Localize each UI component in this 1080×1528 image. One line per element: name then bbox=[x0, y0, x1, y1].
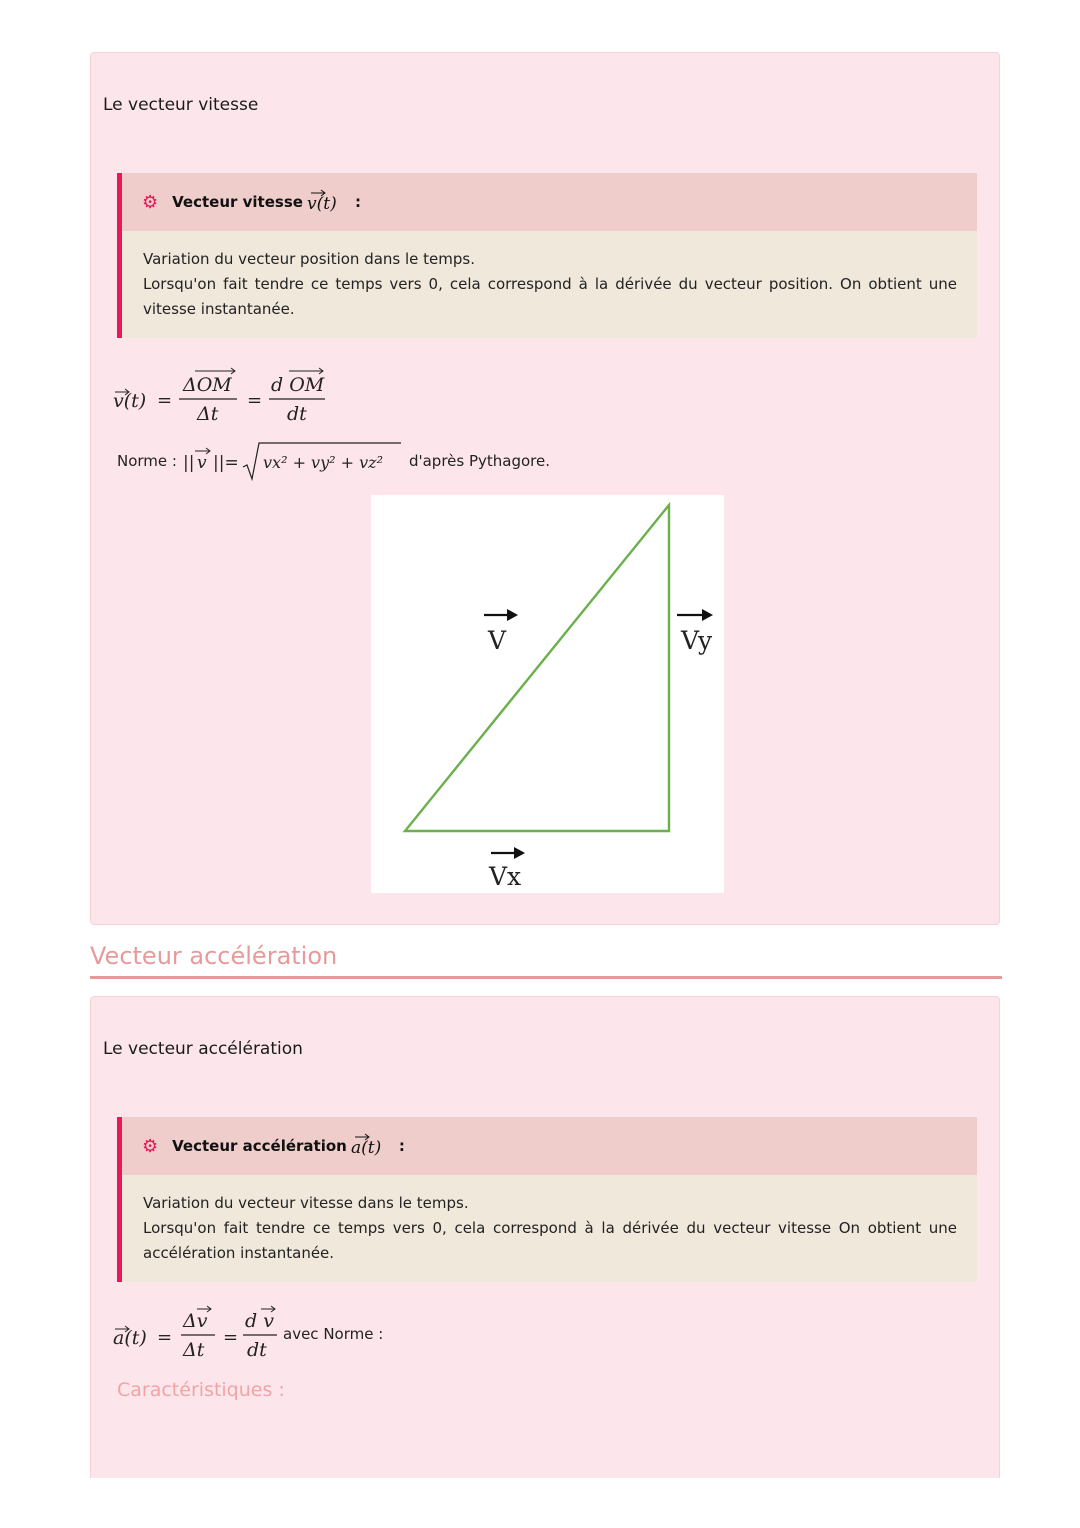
velocity-triangle-diagram bbox=[371, 495, 724, 893]
norm-expression bbox=[179, 437, 407, 485]
svg-text:=: = bbox=[223, 1327, 239, 1348]
norm-label: Norme : bbox=[117, 452, 177, 470]
acceleration-norm-label: avec Norme : bbox=[283, 1325, 384, 1343]
equals-sign-2: = bbox=[247, 390, 263, 411]
label-v: V bbox=[488, 626, 507, 655]
vector-symbol-a bbox=[351, 1131, 395, 1157]
definition-label: Vecteur accélération bbox=[172, 1137, 347, 1155]
arrow-v-head bbox=[507, 609, 518, 621]
definition-line-2: Lorsqu'on fait tendre ce temps vers 0, cela correspond à la dérivée du vecteur vitesse On obtient une accélération instantanée. bbox=[143, 1219, 957, 1262]
velocity-lhs: v(t) bbox=[113, 390, 147, 412]
definition-symbol-text: a(t) bbox=[350, 1137, 382, 1157]
definition-line-2: Lorsqu'on fait tendre ce temps vers 0, cela correspond à la dérivée du vecteur position. On obtient une vitesse instantanée. bbox=[143, 275, 957, 318]
acc-frac1-denominator: Δt bbox=[183, 1339, 205, 1361]
acc-frac2-numerator: d v bbox=[245, 1310, 274, 1332]
subheading-characteristics: Caractéristiques : bbox=[117, 1379, 285, 1401]
definition-body bbox=[122, 1175, 977, 1282]
definition-body bbox=[122, 231, 977, 338]
frac1-denominator: Δt bbox=[197, 403, 219, 425]
norm-radicand: vx² + vy² + vz² bbox=[262, 453, 383, 472]
acc-frac1-numerator: Δv bbox=[183, 1310, 208, 1332]
section-divider bbox=[90, 976, 1002, 979]
definition-box-velocity bbox=[117, 173, 977, 338]
definition-colon: : bbox=[398, 1137, 405, 1155]
triangle-svg bbox=[371, 495, 724, 893]
frac2-numerator: d OM bbox=[271, 374, 325, 396]
definition-symbol bbox=[351, 1131, 395, 1162]
arrow-vy-head bbox=[702, 609, 713, 621]
velocity-card bbox=[90, 52, 1000, 925]
acc-frac2-denominator: dt bbox=[247, 1339, 267, 1361]
velocity-formula bbox=[111, 361, 341, 431]
triangle-shape bbox=[405, 505, 669, 831]
definition-header bbox=[122, 173, 977, 231]
definition-symbol bbox=[307, 187, 351, 218]
norm-vector: v bbox=[196, 453, 207, 473]
section-title-acceleration: Vecteur accélération bbox=[90, 942, 338, 970]
card-title-velocity: Le vecteur vitesse bbox=[103, 95, 259, 115]
svg-text:||: || bbox=[182, 453, 195, 473]
frac1-numerator: ΔOM bbox=[183, 374, 232, 396]
definition-line-1: Variation du vecteur position dans le temps. bbox=[143, 250, 475, 268]
acceleration-lhs: a(t) bbox=[113, 1327, 147, 1349]
definition-label: Vecteur vitesse bbox=[172, 193, 303, 211]
label-vx: Vx bbox=[489, 862, 522, 891]
vector-symbol-v bbox=[307, 187, 351, 213]
definition-line-1: Variation du vecteur vitesse dans le temps. bbox=[143, 1194, 469, 1212]
gear-icon: ⚙ bbox=[142, 191, 159, 213]
card-title-acceleration: Le vecteur accélération bbox=[103, 1039, 303, 1059]
equals-sign-1: = bbox=[157, 390, 173, 411]
acceleration-formula-line bbox=[111, 1303, 383, 1367]
acceleration-card bbox=[90, 996, 1000, 1478]
arrow-vx-head bbox=[514, 847, 525, 859]
frac2-denominator: dt bbox=[287, 403, 307, 425]
svg-text:=: = bbox=[157, 1327, 173, 1348]
svg-text:||=: ||= bbox=[212, 453, 239, 473]
acceleration-formula bbox=[111, 1303, 281, 1367]
definition-symbol-text: v(t) bbox=[306, 193, 337, 213]
definition-box-acceleration bbox=[117, 1117, 977, 1282]
definition-header bbox=[122, 1117, 977, 1175]
definition-colon: : bbox=[354, 193, 361, 211]
gear-icon: ⚙ bbox=[142, 1135, 159, 1157]
norm-suffix: d'après Pythagore. bbox=[408, 452, 551, 470]
velocity-norm-line bbox=[117, 437, 550, 485]
label-vy: Vy bbox=[681, 626, 713, 655]
